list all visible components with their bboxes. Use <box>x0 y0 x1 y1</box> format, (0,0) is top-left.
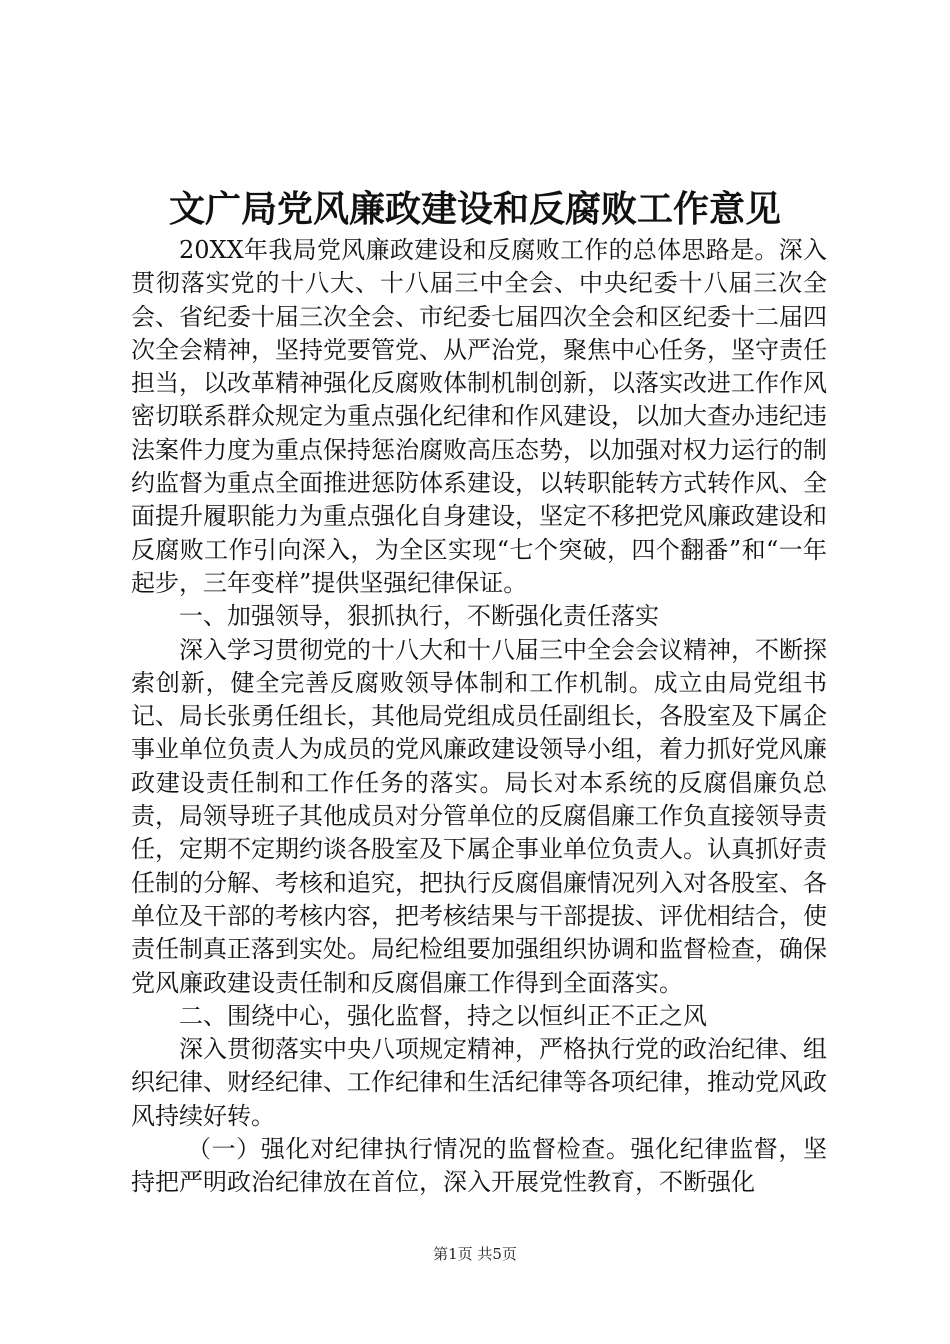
paragraph-subsection-1: （一）强化对纪律执行情况的监督检查。强化纪律监督，坚持把严明政治纪律放在首位，深入开展党性教育，不断强化 <box>131 1135 827 1197</box>
document-body <box>131 234 827 1200</box>
paragraph-section-1: 深入学习贯彻党的十八大和十八届三中全会会议精神，不断探索创新，健全完善反腐败领导体制和工作机制。成立由局党组书记、局长张勇任组长，其他局党组成员任副组长，各股室及下属企事业单位负责人为成员的党风廉政建设领导小组，着力抓好党风廉政建设责任制和工作任务的落实。局长对本系统的反腐倡廉负总责，局领导班子其他成员对分管单位的反腐倡廉工作负直接领导责任，定期不定期约谈各股室及下属企事业单位负责人。认真抓好责任制的分解、考核和追究，把执行反腐倡廉情况列入对各股室、各单位及干部的考核内容，把考核结果与干部提拔、评优相结合，使责任制真正落到实处。局纪检组要加强组织协调和监督检查，确保党风廉政建设责任制和反腐倡廉工作得到全面落实。 <box>131 635 827 997</box>
page-number-footer: 第1页 共5页 <box>433 1245 517 1263</box>
paragraph-section-2: 深入贯彻落实中央八项规定精神，严格执行党的政治纪律、组织纪律、财经纪律、工作纪律和生活纪律等各项纪律，推动党风政风持续好转。 <box>131 1035 827 1130</box>
section-heading-2: 二、围绕中心，强化监督，持之以恒纠正不正之风 <box>179 1001 707 1030</box>
paragraph-intro: 20XX年我局党风廉政建设和反腐败工作的总体思路是。深入贯彻落实党的十八大、十八届三中全会、中央纪委十八届三次全会、省纪委十届三次全会、市纪委七届四次全会和区纪委十二届四次全会精神，坚持党要管党、从严治党，聚焦中心任务，坚守责任担当，以改革精神强化反腐败体制机制创新，以落实改进工作作风密切联系群众规定为重点强化纪律和作风建设，以加大查办违纪违法案件力度为重点保持惩治腐败高压态势，以加强对权力运行的制约监督为重点全面推进惩防体系建设，以转职能转方式转作风、全面提升履职能力为重点强化自身建设，坚定不移把党风廉政建设和反腐败工作引向深入，为全区实现“七个突破，四个翻番”和“一年起步，三年变样”提供坚强纪律保证。 <box>131 236 827 597</box>
document-title: 文广局党风廉政建设和反腐败工作意见 <box>168 188 781 230</box>
section-heading-1: 一、加强领导，狠抓执行，不断强化责任落实 <box>179 602 659 631</box>
